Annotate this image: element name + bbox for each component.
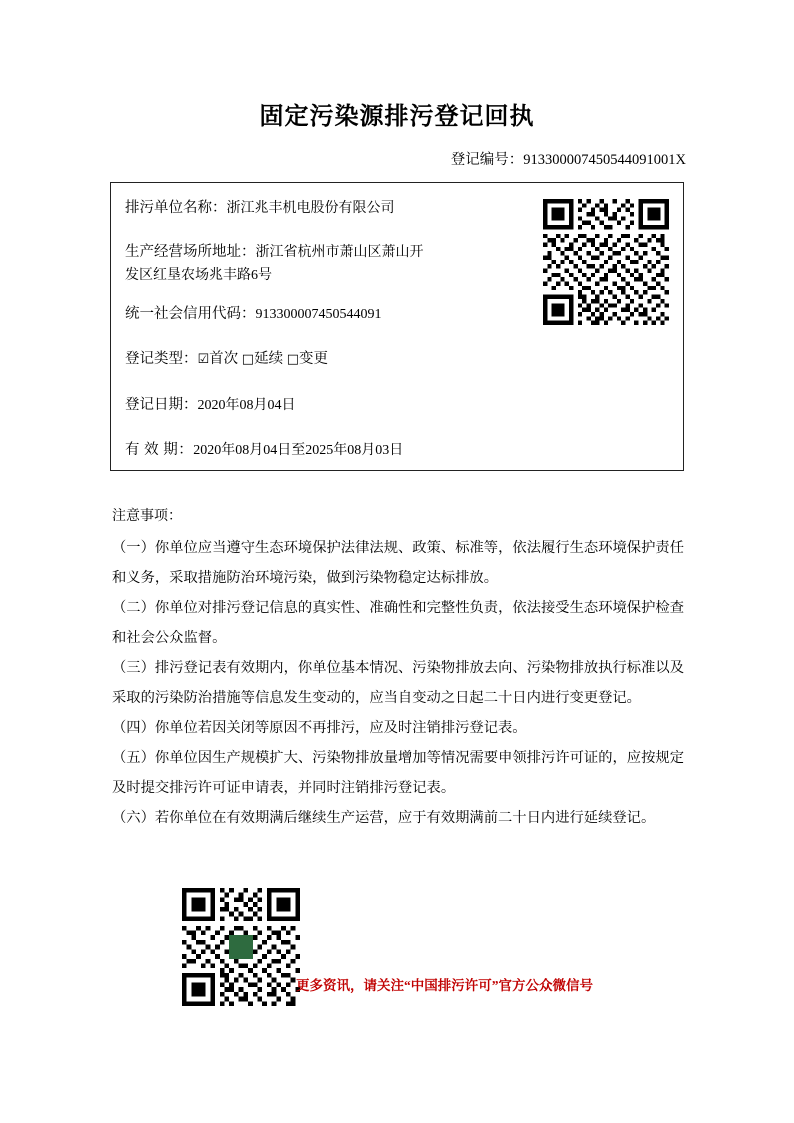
note-item-4: （四）你单位若因关闭等原因不再排污，应及时注销排污登记表。 xyxy=(112,720,527,736)
field-registration-date-value: 2020年08月04日 xyxy=(197,398,296,413)
field-registration-date-label: 登记日期： xyxy=(125,397,198,413)
registration-number-label: 登记编号： xyxy=(450,152,524,168)
note-item-2: （二）你单位对排污登记信息的真实性、准确性和完整性负责，依法接受生态环境保护检查和社会公众监督。 xyxy=(112,600,684,646)
checkbox-renew-mark[interactable]: □ xyxy=(241,352,255,367)
field-credit-code-value: 913300007450544091 xyxy=(255,307,382,322)
qr-code-registration-icon xyxy=(543,199,669,325)
checkbox-first-label: 首次 xyxy=(209,351,239,367)
notes-list xyxy=(112,533,684,833)
note-item-5: （五）你单位因生产规模扩大、污染物排放量增加等情况需要申领排污许可证的，应按规定及时提交排污许可证申请表，并同时注销排污登记表。 xyxy=(112,750,684,796)
note-item-6: （六）若你单位在有效期满后继续生产运营，应于有效期满前二十日内进行延续登记。 xyxy=(112,810,656,826)
registration-number xyxy=(451,148,686,169)
checkbox-change-label: 变更 xyxy=(299,351,328,367)
field-address-value: 浙江省杭州市萧山区萧山开发区红垦农场兆丰路6号 xyxy=(125,245,424,283)
field-registration-date xyxy=(125,394,296,417)
field-unit-name xyxy=(125,197,395,220)
field-valid-period-value: 2020年08月04日至2025年08月03日 xyxy=(193,443,404,458)
field-address xyxy=(125,241,425,287)
field-registration-type-label: 登记类型： xyxy=(125,351,198,367)
notes-title: 注意事项： xyxy=(112,509,182,524)
field-credit-code xyxy=(125,303,382,326)
field-credit-code-label: 统一社会信用代码： xyxy=(125,306,256,322)
page-title: 固定污染源排污登记回执 xyxy=(259,103,535,130)
field-unit-name-label: 排污单位名称： xyxy=(125,200,227,216)
field-unit-name-value: 浙江兆丰机电股份有限公司 xyxy=(226,201,395,216)
promo-text: 更多资讯，请关注“中国排污许可”官方公众微信号 xyxy=(296,978,593,993)
field-valid-period-label: 有 效 期： xyxy=(125,442,194,458)
qr-code-wechat-icon xyxy=(182,888,300,1006)
field-address-label: 生产经营场所地址： xyxy=(125,244,256,260)
note-item-1: （一）你单位应当遵守生态环境保护法律法规、政策、标准等，依法履行生态环境保护责任和义务，采取措施防治环境污染，做到污染物稳定达标排放。 xyxy=(112,540,684,586)
field-registration-type xyxy=(125,348,328,371)
info-box xyxy=(110,182,684,471)
checkbox-change-mark[interactable]: □ xyxy=(286,352,299,367)
field-valid-period xyxy=(125,439,403,462)
checkbox-renew-label: 延续 xyxy=(254,351,284,367)
checkbox-first-mark[interactable]: ☑ xyxy=(197,352,210,367)
registration-number-value: 913300007450544091001X xyxy=(523,152,686,168)
note-item-3: （三）排污登记表有效期内，你单位基本情况、污染物排放去向、污染物排放执行标准以及采取的污染防治措施等信息发生变动的，应当自变动之日起二十日内进行变更登记。 xyxy=(112,660,684,706)
